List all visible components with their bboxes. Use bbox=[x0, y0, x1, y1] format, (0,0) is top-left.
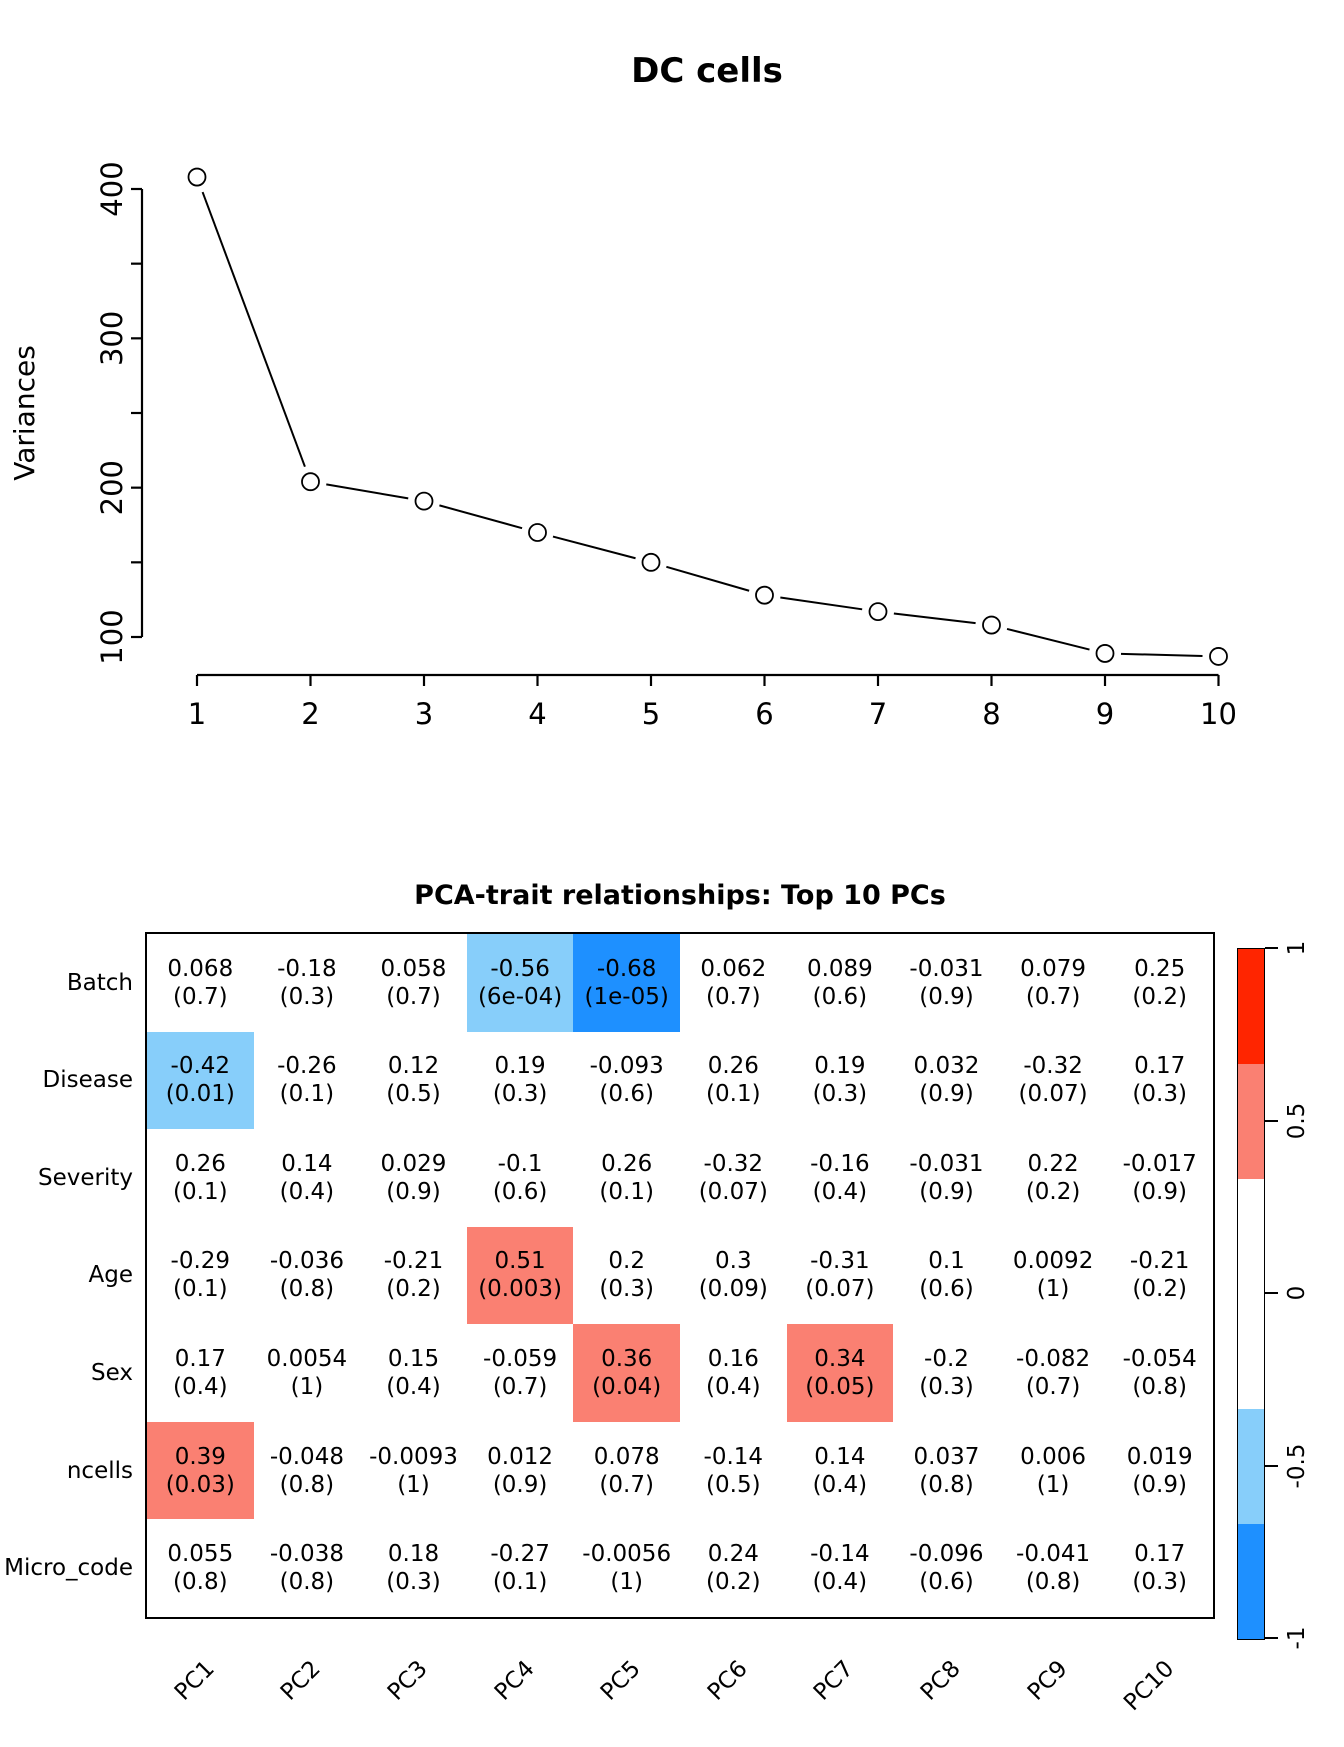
cell-p-value: (0.7) bbox=[599, 1471, 654, 1498]
cell-p-value: (0.3) bbox=[279, 983, 335, 1010]
heatmap-cell bbox=[254, 934, 361, 1032]
heatmap-cell bbox=[1000, 1422, 1107, 1520]
cell-p-value: (0.6) bbox=[492, 1178, 548, 1205]
cell-p-value: (0.7) bbox=[492, 1374, 548, 1401]
cell-correlation-value: 0.078 bbox=[593, 1443, 660, 1470]
heatmap-cell bbox=[1000, 1324, 1107, 1422]
cell-correlation-value: -0.0093 bbox=[369, 1443, 458, 1470]
cell-correlation-value: -0.18 bbox=[277, 955, 337, 982]
data-point bbox=[189, 169, 206, 186]
series-segment bbox=[326, 484, 408, 498]
heatmap-cell bbox=[254, 1032, 361, 1130]
heatmap-cell bbox=[360, 934, 467, 1032]
heatmap-cell bbox=[787, 1324, 894, 1422]
cell-correlation-value: -0.2 bbox=[924, 1346, 969, 1373]
heatmap-cell bbox=[254, 1519, 361, 1617]
y-tick-label: 100 bbox=[95, 609, 129, 665]
cell-correlation-value: -0.082 bbox=[1016, 1346, 1091, 1373]
cell-p-value: (0.3) bbox=[919, 1374, 974, 1401]
cell-correlation-value: 0.26 bbox=[174, 1150, 226, 1177]
cell-p-value: (0.8) bbox=[1025, 1569, 1081, 1596]
heatmap-cell bbox=[680, 1032, 787, 1130]
x-tick-label: 7 bbox=[868, 697, 888, 731]
cell-p-value: (0.07) bbox=[805, 1276, 875, 1303]
row-label-sex: Sex bbox=[91, 1360, 133, 1387]
cell-correlation-value: 0.18 bbox=[387, 1541, 440, 1568]
cell-correlation-value: -0.036 bbox=[269, 1248, 344, 1275]
heatmap-cell bbox=[1000, 1032, 1107, 1130]
cell-p-value: (0.7) bbox=[1025, 983, 1081, 1010]
heatmap-cell bbox=[1106, 1032, 1213, 1130]
x-tick-label: 10 bbox=[1200, 697, 1237, 731]
heatmap-cell bbox=[1106, 1422, 1213, 1520]
heatmap-cell bbox=[680, 1227, 787, 1325]
heatmap-cell bbox=[787, 1422, 894, 1520]
heatmap-cell bbox=[467, 1129, 574, 1227]
data-point bbox=[416, 493, 433, 510]
cell-correlation-value: -0.038 bbox=[269, 1541, 344, 1568]
heatmap-cell bbox=[573, 1129, 680, 1227]
column-label-pc7: PC7 bbox=[809, 1655, 860, 1706]
cell-p-value: (0.09) bbox=[698, 1276, 768, 1303]
cell-correlation-value: -0.1 bbox=[497, 1150, 543, 1177]
heatmap-cell bbox=[1106, 1324, 1213, 1422]
heatmap-cell bbox=[467, 934, 574, 1032]
cell-correlation-value: 0.26 bbox=[601, 1150, 653, 1177]
cell-correlation-value: -0.054 bbox=[1122, 1346, 1197, 1373]
cell-correlation-value: 0.029 bbox=[380, 1150, 447, 1177]
cell-p-value: (0.9) bbox=[919, 983, 974, 1010]
series-segment bbox=[439, 505, 522, 528]
heatmap-cell bbox=[254, 1129, 361, 1227]
heatmap-cell bbox=[787, 1129, 894, 1227]
series-segment bbox=[1007, 629, 1089, 650]
heatmap-cell bbox=[360, 1032, 467, 1130]
series-segment bbox=[666, 567, 749, 591]
heatmap-cell bbox=[893, 934, 1000, 1032]
cell-correlation-value: -0.26 bbox=[277, 1053, 337, 1080]
x-tick-label: 8 bbox=[982, 697, 1001, 731]
cell-correlation-value: 0.39 bbox=[174, 1443, 226, 1470]
cell-correlation-value: 0.058 bbox=[380, 955, 447, 982]
data-point bbox=[643, 554, 660, 571]
cell-correlation-value: -0.059 bbox=[483, 1346, 558, 1373]
scree-title: DC cells bbox=[631, 51, 783, 91]
colorbar-segment-red bbox=[1238, 949, 1264, 1064]
cell-correlation-value: 0.26 bbox=[707, 1053, 759, 1080]
cell-correlation-value: 0.16 bbox=[707, 1346, 759, 1373]
heatmap-cell bbox=[1000, 1129, 1107, 1227]
cell-correlation-value: 0.19 bbox=[814, 1053, 866, 1080]
heatmap-cell bbox=[573, 1422, 680, 1520]
cell-correlation-value: -0.0056 bbox=[582, 1541, 672, 1568]
x-tick-label: 6 bbox=[755, 697, 774, 731]
cell-p-value: (0.4) bbox=[706, 1374, 761, 1401]
row-label-batch: Batch bbox=[66, 969, 133, 996]
data-point bbox=[302, 473, 319, 490]
cell-p-value: (0.9) bbox=[1132, 1178, 1187, 1205]
heatmap-cell bbox=[680, 1324, 787, 1422]
cell-p-value: (1) bbox=[610, 1569, 643, 1596]
column-label-pc1: PC1 bbox=[169, 1655, 220, 1706]
cell-correlation-value: 0.3 bbox=[715, 1248, 752, 1275]
cell-p-value: (0.003) bbox=[478, 1276, 562, 1303]
heatmap-cell bbox=[467, 1227, 574, 1325]
heatmap-cell bbox=[680, 934, 787, 1032]
x-tick-label: 5 bbox=[641, 697, 661, 731]
heatmap-cell bbox=[147, 1032, 254, 1130]
row-label-ncells: ncells bbox=[66, 1457, 133, 1484]
heatmap-cell bbox=[1106, 1129, 1213, 1227]
heatmap-cell bbox=[573, 1227, 680, 1325]
cell-p-value: (0.7) bbox=[386, 983, 441, 1010]
cell-p-value: (0.9) bbox=[1132, 1471, 1187, 1498]
cell-p-value: (0.9) bbox=[492, 1471, 548, 1498]
cell-p-value: (0.8) bbox=[279, 1471, 335, 1498]
cell-p-value: (0.2) bbox=[1132, 1276, 1187, 1303]
cell-correlation-value: 0.14 bbox=[281, 1150, 333, 1177]
heatmap-cell bbox=[680, 1422, 787, 1520]
column-label-pc3: PC3 bbox=[382, 1655, 433, 1706]
cell-correlation-value: -0.32 bbox=[703, 1150, 764, 1177]
cell-correlation-value: 0.0092 bbox=[1012, 1248, 1094, 1275]
cell-p-value: (0.03) bbox=[165, 1471, 235, 1498]
colorbar-tick-label: 0.5 bbox=[1284, 1102, 1310, 1139]
heatmap-cell bbox=[893, 1129, 1000, 1227]
colorbar-segment-white bbox=[1238, 1179, 1264, 1409]
cell-correlation-value: -0.093 bbox=[589, 1053, 664, 1080]
heatmap-cell bbox=[147, 1324, 254, 1422]
colorbar-tick-label: -0.5 bbox=[1284, 1443, 1310, 1488]
colorbar-tick-label: -1 bbox=[1284, 1626, 1310, 1650]
heatmap-cell bbox=[787, 1032, 894, 1130]
cell-correlation-value: -0.041 bbox=[1016, 1541, 1091, 1568]
x-tick-label: 1 bbox=[187, 697, 207, 731]
heatmap-cell bbox=[787, 1227, 894, 1325]
cell-correlation-value: 0.006 bbox=[1020, 1443, 1087, 1470]
heatmap-cell bbox=[787, 934, 894, 1032]
data-point bbox=[756, 587, 773, 604]
heatmap-cell bbox=[254, 1324, 361, 1422]
cell-correlation-value: -0.017 bbox=[1122, 1150, 1197, 1177]
colorbar-tick bbox=[1265, 947, 1278, 949]
cell-p-value: (0.4) bbox=[386, 1374, 441, 1401]
cell-p-value: (0.2) bbox=[1132, 983, 1187, 1010]
cell-p-value: (0.3) bbox=[386, 1569, 441, 1596]
cell-p-value: (0.1) bbox=[173, 1276, 228, 1303]
cell-correlation-value: -0.16 bbox=[810, 1150, 870, 1177]
cell-correlation-value: -0.048 bbox=[269, 1443, 344, 1470]
colorbar-tick-label: 1 bbox=[1284, 940, 1310, 956]
heatmap-title: PCA-trait relationships: Top 10 PCs bbox=[414, 880, 946, 911]
heatmap-cell bbox=[680, 1129, 787, 1227]
cell-p-value: (1) bbox=[397, 1471, 430, 1498]
cell-correlation-value: -0.14 bbox=[810, 1541, 870, 1568]
cell-p-value: (0.07) bbox=[1018, 1081, 1088, 1108]
cell-p-value: (0.2) bbox=[706, 1569, 761, 1596]
heatmap-cell bbox=[1106, 1227, 1213, 1325]
heatmap-cell bbox=[360, 1519, 467, 1617]
x-tick-label: 3 bbox=[414, 697, 434, 731]
cell-correlation-value: -0.031 bbox=[909, 955, 984, 982]
cell-correlation-value: 0.36 bbox=[601, 1346, 653, 1373]
cell-correlation-value: 0.24 bbox=[707, 1541, 759, 1568]
y-tick-label: 200 bbox=[95, 459, 129, 516]
heatmap-cell bbox=[467, 1032, 574, 1130]
colorbar-tick bbox=[1265, 1292, 1278, 1294]
column-label-pc5: PC5 bbox=[596, 1655, 646, 1706]
cell-p-value: (0.8) bbox=[1132, 1374, 1187, 1401]
colorbar-tick bbox=[1265, 1120, 1278, 1122]
heatmap-cell bbox=[360, 1324, 467, 1422]
cell-correlation-value: 0.2 bbox=[608, 1248, 645, 1275]
cell-p-value: (0.8) bbox=[279, 1569, 335, 1596]
cell-p-value: (0.8) bbox=[919, 1471, 974, 1498]
data-point bbox=[870, 603, 887, 620]
cell-correlation-value: -0.42 bbox=[170, 1053, 231, 1080]
cell-p-value: (0.3) bbox=[599, 1276, 654, 1303]
cell-correlation-value: 0.055 bbox=[167, 1541, 234, 1568]
heatmap-cell bbox=[360, 1422, 467, 1520]
row-label-age: Age bbox=[88, 1262, 133, 1289]
heatmap-cell bbox=[787, 1519, 894, 1617]
heatmap-cell bbox=[893, 1519, 1000, 1617]
heatmap-cell bbox=[573, 1519, 680, 1617]
cell-p-value: (0.1) bbox=[279, 1081, 335, 1108]
cell-correlation-value: 0.019 bbox=[1126, 1443, 1193, 1470]
cell-correlation-value: 0.079 bbox=[1020, 955, 1087, 982]
cell-correlation-value: -0.27 bbox=[490, 1541, 550, 1568]
cell-correlation-value: 0.012 bbox=[487, 1443, 554, 1470]
cell-correlation-value: 0.15 bbox=[387, 1346, 440, 1373]
cell-correlation-value: -0.21 bbox=[1129, 1248, 1190, 1275]
cell-p-value: (0.5) bbox=[386, 1081, 441, 1108]
data-point bbox=[1097, 645, 1114, 662]
cell-correlation-value: 0.068 bbox=[167, 955, 234, 982]
heatmap-cell bbox=[360, 1129, 467, 1227]
cell-p-value: (1e-05) bbox=[584, 983, 669, 1010]
cell-p-value: (0.2) bbox=[1025, 1178, 1081, 1205]
heatmap-cell bbox=[147, 1227, 254, 1325]
cell-correlation-value: -0.68 bbox=[596, 955, 657, 982]
colorbar-segment-blue bbox=[1238, 1524, 1264, 1639]
heatmap-cell bbox=[893, 1227, 1000, 1325]
cell-p-value: (0.7) bbox=[1025, 1374, 1081, 1401]
cell-correlation-value: 0.19 bbox=[494, 1053, 546, 1080]
cell-correlation-value: -0.32 bbox=[1023, 1053, 1083, 1080]
column-label-pc2: PC2 bbox=[276, 1655, 327, 1706]
cell-p-value: (0.3) bbox=[812, 1081, 868, 1108]
cell-correlation-value: -0.21 bbox=[383, 1248, 444, 1275]
series-segment bbox=[553, 537, 636, 559]
heatmap-cell bbox=[147, 934, 254, 1032]
x-tick-label: 4 bbox=[528, 697, 547, 731]
heatmap-grid bbox=[145, 932, 1215, 1619]
cell-p-value: (0.7) bbox=[706, 983, 761, 1010]
colorbar-tick-label: 0 bbox=[1284, 1285, 1310, 1301]
cell-p-value: (0.04) bbox=[592, 1374, 662, 1401]
colorbar-tick bbox=[1265, 1637, 1278, 1639]
heatmap-cell bbox=[467, 1519, 574, 1617]
cell-p-value: (0.3) bbox=[492, 1081, 548, 1108]
heatmap-cell bbox=[1000, 1227, 1107, 1325]
heatmap-cell bbox=[893, 1324, 1000, 1422]
column-label-pc8: PC8 bbox=[915, 1655, 966, 1706]
cell-p-value: (6e-04) bbox=[477, 983, 563, 1010]
cell-correlation-value: 0.032 bbox=[913, 1053, 980, 1080]
heatmap-cell bbox=[1000, 1519, 1107, 1617]
cell-p-value: (0.9) bbox=[919, 1178, 974, 1205]
cell-correlation-value: -0.14 bbox=[703, 1443, 764, 1470]
cell-correlation-value: 0.1 bbox=[928, 1248, 965, 1275]
heatmap-cell bbox=[573, 1324, 680, 1422]
column-label-pc10: PC10 bbox=[1118, 1655, 1179, 1717]
cell-p-value: (0.7) bbox=[173, 983, 228, 1010]
cell-p-value: (0.1) bbox=[599, 1178, 654, 1205]
heatmap-cell bbox=[893, 1422, 1000, 1520]
cell-correlation-value: 0.0054 bbox=[266, 1346, 348, 1373]
heatmap-cell bbox=[573, 934, 680, 1032]
heatmap-cell bbox=[1106, 934, 1213, 1032]
x-tick-label: 9 bbox=[1095, 697, 1115, 731]
cell-correlation-value: -0.031 bbox=[909, 1150, 984, 1177]
x-tick-label: 2 bbox=[301, 697, 320, 731]
cell-p-value: (0.9) bbox=[919, 1081, 974, 1108]
cell-p-value: (0.2) bbox=[386, 1276, 441, 1303]
data-point bbox=[1210, 648, 1227, 665]
cell-p-value: (0.8) bbox=[279, 1276, 335, 1303]
series-segment bbox=[1121, 654, 1203, 656]
cell-p-value: (0.9) bbox=[386, 1178, 441, 1205]
heatmap-cell bbox=[147, 1422, 254, 1520]
cell-p-value: (0.05) bbox=[805, 1374, 875, 1401]
cell-p-value: (1) bbox=[290, 1374, 324, 1401]
cell-p-value: (0.4) bbox=[812, 1178, 868, 1205]
cell-p-value: (0.1) bbox=[492, 1569, 548, 1596]
column-label-pc9: PC9 bbox=[1022, 1655, 1073, 1706]
cell-p-value: (0.6) bbox=[919, 1569, 974, 1596]
heatmap-cell bbox=[147, 1519, 254, 1617]
cell-p-value: (0.4) bbox=[812, 1471, 868, 1498]
cell-correlation-value: 0.34 bbox=[814, 1346, 866, 1373]
column-label-pc6: PC6 bbox=[702, 1655, 753, 1706]
cell-correlation-value: 0.51 bbox=[494, 1248, 546, 1275]
column-label-pc4: PC4 bbox=[489, 1655, 540, 1706]
row-label-severity: Severity bbox=[38, 1164, 133, 1191]
scree-ylabel: Variances bbox=[8, 345, 41, 481]
cell-p-value: (0.01) bbox=[165, 1081, 235, 1108]
heatmap-cell bbox=[893, 1032, 1000, 1130]
heatmap-cell bbox=[680, 1519, 787, 1617]
cell-p-value: (0.3) bbox=[1132, 1081, 1187, 1108]
cell-p-value: (0.4) bbox=[279, 1178, 335, 1205]
colorbar-segment-lightblue bbox=[1238, 1409, 1264, 1524]
cell-p-value: (0.6) bbox=[599, 1081, 654, 1108]
cell-p-value: (0.07) bbox=[698, 1178, 768, 1205]
cell-p-value: (0.6) bbox=[812, 983, 868, 1010]
cell-p-value: (0.4) bbox=[173, 1374, 228, 1401]
cell-correlation-value: -0.29 bbox=[170, 1248, 231, 1275]
series-segment bbox=[780, 597, 862, 609]
data-point bbox=[529, 524, 546, 541]
data-point bbox=[983, 617, 1000, 634]
cell-correlation-value: 0.17 bbox=[1134, 1053, 1186, 1080]
cell-correlation-value: -0.31 bbox=[810, 1248, 870, 1275]
series-segment bbox=[894, 613, 976, 623]
cell-correlation-value: 0.062 bbox=[700, 955, 767, 982]
cell-p-value: (0.1) bbox=[706, 1081, 761, 1108]
cell-p-value: (1) bbox=[1036, 1471, 1070, 1498]
heatmap-cell bbox=[1106, 1519, 1213, 1617]
row-label-disease: Disease bbox=[42, 1067, 133, 1094]
cell-correlation-value: 0.14 bbox=[814, 1443, 866, 1470]
cell-p-value: (0.4) bbox=[812, 1569, 868, 1596]
y-tick-label: 300 bbox=[95, 310, 129, 367]
heatmap-cell bbox=[254, 1422, 361, 1520]
row-label-micro_code: Micro_code bbox=[4, 1555, 133, 1582]
cell-p-value: (0.5) bbox=[706, 1471, 761, 1498]
cell-correlation-value: 0.25 bbox=[1134, 955, 1186, 982]
series-segment bbox=[203, 192, 305, 467]
y-tick-label: 400 bbox=[95, 161, 129, 217]
colorbar-tick bbox=[1265, 1465, 1278, 1467]
cell-p-value: (0.3) bbox=[1132, 1569, 1187, 1596]
cell-correlation-value: 0.037 bbox=[913, 1443, 980, 1470]
colorbar bbox=[1237, 948, 1265, 1640]
cell-p-value: (0.8) bbox=[173, 1569, 228, 1596]
heatmap-cell bbox=[147, 1129, 254, 1227]
cell-correlation-value: 0.17 bbox=[174, 1346, 226, 1373]
heatmap-cell bbox=[573, 1032, 680, 1130]
scree-plot bbox=[0, 0, 1344, 800]
heatmap-cell bbox=[467, 1324, 574, 1422]
cell-correlation-value: 0.17 bbox=[1134, 1541, 1186, 1568]
cell-correlation-value: -0.096 bbox=[909, 1541, 984, 1568]
cell-correlation-value: 0.089 bbox=[806, 955, 873, 982]
heatmap-cell bbox=[360, 1227, 467, 1325]
cell-correlation-value: -0.56 bbox=[490, 955, 550, 982]
heatmap-cell bbox=[254, 1227, 361, 1325]
colorbar-segment-salmon bbox=[1238, 1064, 1264, 1179]
cell-p-value: (0.1) bbox=[173, 1178, 228, 1205]
heatmap-cell bbox=[467, 1422, 574, 1520]
heatmap-cell bbox=[1000, 934, 1107, 1032]
cell-correlation-value: 0.12 bbox=[387, 1053, 440, 1080]
cell-p-value: (0.6) bbox=[919, 1276, 974, 1303]
cell-correlation-value: 0.22 bbox=[1027, 1150, 1079, 1177]
cell-p-value: (1) bbox=[1036, 1276, 1070, 1303]
